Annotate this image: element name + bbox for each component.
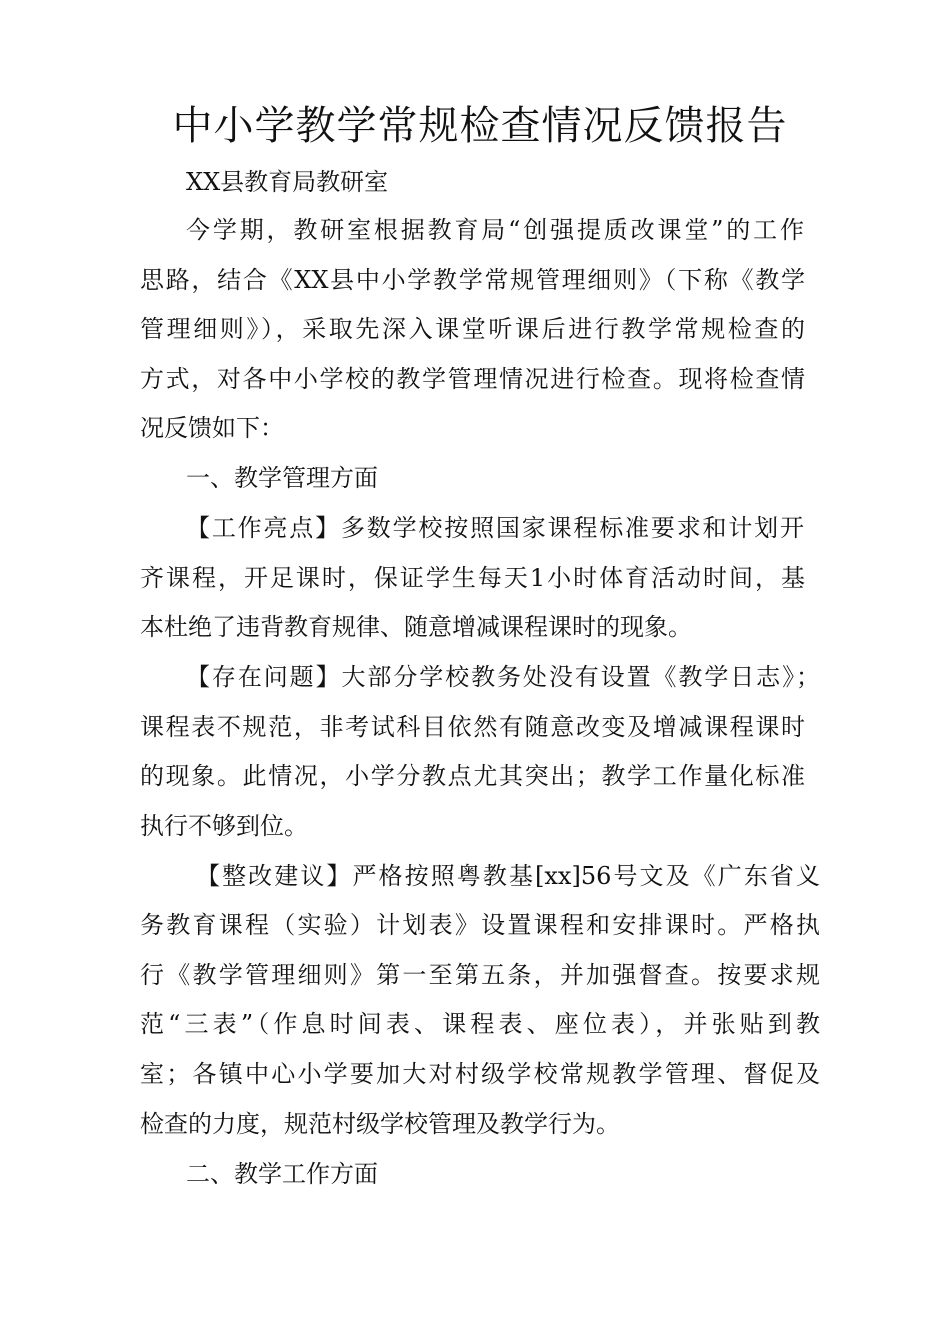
paragraph-line: 况反馈如下： bbox=[140, 414, 284, 442]
section-heading: 二、教学工作方面 bbox=[186, 1160, 378, 1188]
section-heading: 一、教学管理方面 bbox=[186, 464, 378, 492]
paragraph-line: 方式，对各中小学校的教学管理情况进行检查。现将检查情 bbox=[140, 365, 805, 393]
paragraph-line: 【整改建议】严格按照粤教基[xx]56号文及《广东省义 bbox=[196, 862, 820, 890]
paragraph-line: 管理细则》），采取先深入课堂听课后进行教学常规检查的 bbox=[140, 315, 805, 343]
paragraph-line: 【存在问题】大部分学校教务处没有设置《教学日志》； bbox=[186, 663, 820, 691]
paragraph-line: 检查的力度，规范村级学校管理及教学行为。 bbox=[140, 1110, 620, 1138]
paragraph-line: 齐课程，开足课时，保证学生每天1小时体育活动时间，基 bbox=[140, 564, 805, 592]
paragraph-line: 行《教学管理细则》第一至第五条，并加强督查。按要求规 bbox=[140, 961, 820, 989]
author-line: XX县教育局教研室 bbox=[186, 168, 389, 196]
paragraph-line: 范“三表”（作息时间表、课程表、座位表），并张贴到教 bbox=[140, 1010, 820, 1038]
paragraph-line: 室；各镇中心小学要加大对村级学校常规教学管理、督促及 bbox=[140, 1060, 820, 1088]
paragraph-line: 课程表不规范，非考试科目依然有随意改变及增减课程课时 bbox=[140, 713, 805, 741]
paragraph-line: 执行不够到位。 bbox=[140, 812, 308, 840]
paragraph-line: 务教育课程（实验）计划表》设置课程和安排课时。严格执 bbox=[140, 911, 820, 939]
document-title: 中小学教学常规检查情况反馈报告 bbox=[172, 103, 788, 149]
paragraph-line: 【工作亮点】多数学校按照国家课程标准要求和计划开 bbox=[186, 514, 804, 542]
paragraph-line: 思路，结合《XX县中小学教学常规管理细则》（下称《教学 bbox=[140, 266, 805, 294]
paragraph-line: 的现象。此情况，小学分教点尤其突出；教学工作量化标准 bbox=[140, 762, 805, 790]
paragraph-line: 本杜绝了违背教育规律、随意增减课程课时的现象。 bbox=[140, 613, 692, 641]
paragraph-line: 今学期，教研室根据教育局“创强提质改课堂”的工作 bbox=[186, 216, 804, 244]
